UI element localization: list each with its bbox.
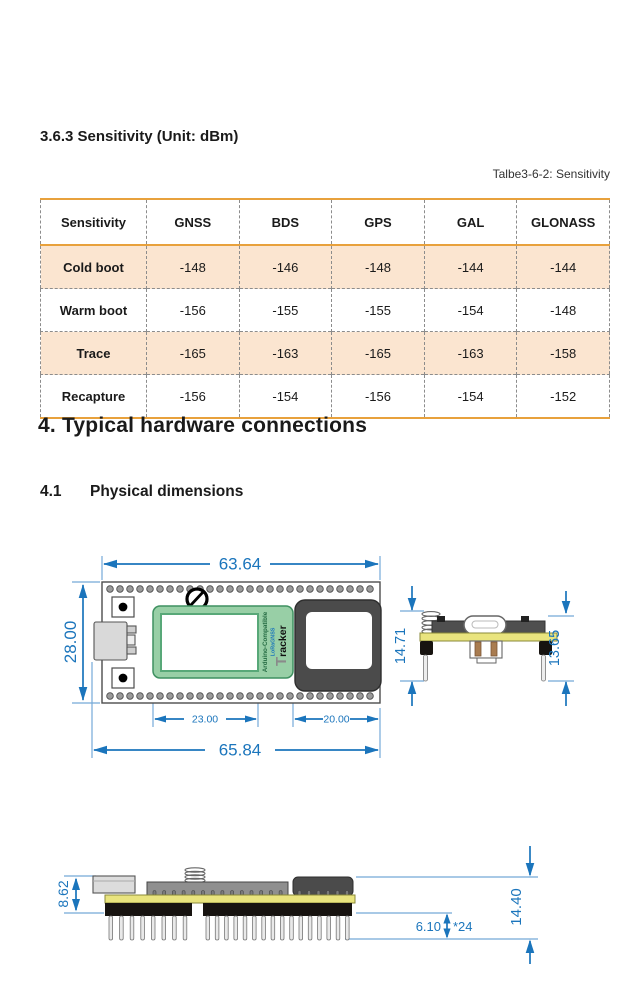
table-cell: -148	[332, 245, 425, 289]
dimension-board-height: 28.00	[61, 620, 80, 664]
module-label-lora-gnss: LoRaGNSS	[270, 627, 277, 657]
table-cell: -156	[147, 375, 240, 419]
header-strip	[203, 903, 352, 916]
table-row-label: Warm boot	[41, 289, 147, 332]
subsection-title: Physical dimensions	[90, 483, 244, 500]
dimension-overall-width: 65.84	[218, 740, 262, 760]
table-cell: -144	[424, 245, 517, 289]
table-header-cell: GLONASS	[517, 199, 610, 245]
table-row	[41, 289, 610, 332]
center-connector	[470, 641, 502, 663]
table-cell: -144	[517, 245, 610, 289]
table-row-label: Cold boot	[41, 245, 147, 289]
table-header-row	[41, 199, 610, 245]
pcb-edge-side	[105, 895, 355, 903]
module-label-tracker: Tracker	[273, 625, 290, 666]
dimension-display-width: 23.00	[191, 713, 219, 726]
tracker-display-module	[153, 606, 293, 678]
table-cell: -156	[147, 289, 240, 332]
user-button	[112, 597, 134, 617]
table-row	[41, 245, 610, 289]
table-cell: -163	[239, 332, 332, 375]
usb-connector-side	[93, 876, 135, 893]
component-nub	[521, 616, 529, 622]
usb-connector	[94, 622, 136, 660]
display-window	[161, 614, 258, 671]
subsection-heading	[40, 483, 243, 501]
table-caption: Talbe3-6-2: Sensitivity	[492, 167, 610, 181]
gnss-antenna-module-side	[293, 877, 353, 896]
top-view-drawing	[61, 555, 381, 760]
pcb-edge-front	[420, 633, 557, 641]
table-row	[41, 375, 610, 419]
table-cell: -154	[239, 375, 332, 419]
table-cell: -156	[332, 375, 425, 419]
table-cell: -158	[517, 332, 610, 375]
section-heading: 3.6.3 Sensitivity (Unit: dBm)	[40, 128, 239, 145]
table-cell: -163	[424, 332, 517, 375]
display-module-side	[147, 882, 288, 895]
table-cell: -148	[517, 289, 610, 332]
dimension-antenna-width: 20.00	[323, 713, 350, 726]
header-pin	[542, 655, 546, 681]
header-pin	[424, 655, 428, 681]
usb-c-port-front	[464, 616, 506, 634]
table-cell: -155	[239, 289, 332, 332]
sensitivity-table	[40, 198, 610, 419]
module-label-arduino: Arduino-Compatible	[262, 611, 269, 673]
gnss-antenna-module	[295, 600, 381, 691]
dimension-pin-length: 6.10	[415, 919, 441, 934]
table-cell: -165	[147, 332, 240, 375]
table-row-label: Recapture	[41, 375, 147, 419]
chapter-heading: 4. Typical hardware connections	[38, 414, 368, 437]
header-pins-right	[206, 916, 349, 940]
table-cell: -152	[517, 375, 610, 419]
table-header-cell: GAL	[424, 199, 517, 245]
component-nub	[437, 616, 445, 622]
dimension-front-body-height: 13.65	[547, 629, 563, 667]
dimension-pin-count: *24	[453, 919, 473, 934]
dimension-front-overall-height: 14.71	[393, 627, 409, 665]
antenna-coil-side	[185, 868, 205, 883]
table-cell: -148	[147, 245, 240, 289]
reset-button	[112, 668, 134, 688]
table-header-cell: Sensitivity	[41, 199, 147, 245]
table-cell: -154	[424, 289, 517, 332]
table-header-cell: BDS	[239, 199, 332, 245]
subsection-number: 4.1	[40, 483, 62, 500]
table-cell: -165	[332, 332, 425, 375]
dimension-connector-height: 8.62	[55, 880, 71, 908]
front-view-drawing	[393, 586, 574, 706]
dimension-board-width: 63.64	[218, 554, 262, 574]
table-row-label: Trace	[41, 332, 147, 375]
dimension-side-overall-height: 14.40	[508, 888, 525, 926]
table-header-cell: GPS	[332, 199, 425, 245]
table-cell: -146	[239, 245, 332, 289]
table-row	[41, 332, 610, 375]
table-cell: -155	[332, 289, 425, 332]
side-view-drawing	[55, 846, 538, 964]
header-pins-left	[109, 916, 187, 940]
table-cell: -154	[424, 375, 517, 419]
sensitivity-table-container	[40, 198, 610, 419]
physical-dimensions-figure	[0, 540, 642, 980]
header-strip	[105, 903, 192, 916]
header-block	[420, 641, 433, 655]
table-header-cell: GNSS	[147, 199, 240, 245]
